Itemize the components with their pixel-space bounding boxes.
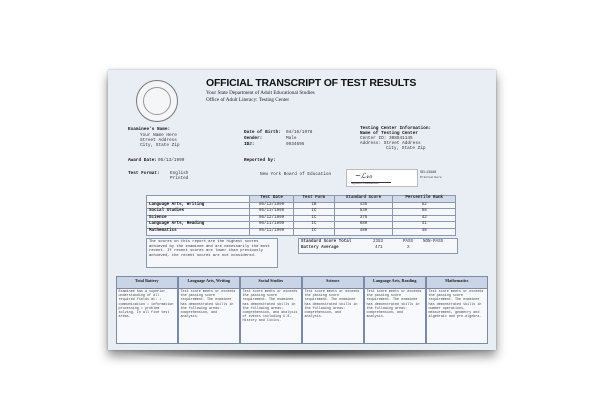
row-rank: 42 bbox=[393, 215, 456, 222]
office-line: Office of Adult Literacy: Testing Center bbox=[206, 97, 290, 103]
standard-total-label: Standard Score Total bbox=[301, 240, 352, 244]
row-subject: Language Arts, Writing bbox=[147, 202, 250, 209]
description-column bbox=[302, 276, 365, 344]
signature-box bbox=[346, 169, 418, 187]
table-header-rank: Percentile Rank bbox=[393, 196, 456, 203]
gender-label: Gender: bbox=[244, 136, 263, 141]
description-title: Total Battery bbox=[117, 277, 178, 289]
reported-value: New York Board of Education bbox=[260, 172, 332, 177]
row-score: 480 bbox=[334, 228, 393, 235]
battery-average-value: 471 bbox=[375, 246, 383, 250]
description-title: Social Studies bbox=[241, 277, 302, 289]
examinee-city: City, State Zip bbox=[140, 143, 180, 148]
row-score: 435 bbox=[334, 202, 393, 209]
row-rank: 48 bbox=[393, 228, 456, 235]
row-score: 680 bbox=[334, 222, 393, 229]
row-score: 375 bbox=[334, 215, 393, 222]
official-seal-icon bbox=[136, 80, 178, 122]
row-subject: Mathematics bbox=[147, 228, 250, 235]
examinee-street: Street Address bbox=[140, 138, 177, 143]
format-printed: Printed bbox=[170, 176, 189, 181]
description-column bbox=[426, 276, 489, 344]
signature-icon: ~ℒ𝓇ℴ bbox=[355, 172, 373, 180]
table-row bbox=[147, 202, 456, 209]
description-column bbox=[178, 276, 241, 344]
pass-label: PASS bbox=[403, 240, 414, 244]
description-body: Test score meets or exceeds the passing score requirement. The examinee has demonstrated skills in number operations, measurement, geometry and algebraic and pre-algebra. bbox=[428, 290, 484, 320]
examinee-name: Your Name Here bbox=[140, 133, 177, 138]
description-title: Language Arts, Writing bbox=[179, 277, 240, 289]
scores-table bbox=[146, 195, 456, 236]
testing-center-label: Testing Center Information: bbox=[360, 126, 432, 131]
row-form: IB bbox=[294, 202, 334, 209]
row-subject: Language Arts, Reading bbox=[147, 222, 250, 229]
row-form: IC bbox=[294, 209, 334, 216]
nonpass-label: NON-PASS bbox=[423, 240, 444, 244]
description-column bbox=[116, 276, 179, 344]
table-header-subject bbox=[147, 196, 250, 203]
document-title: OFFICIAL TRANSCRIPT OF TEST RESULTS bbox=[206, 77, 417, 89]
row-rank: 68 bbox=[393, 209, 456, 216]
transcript-document bbox=[108, 70, 496, 350]
row-form: IC bbox=[294, 215, 334, 222]
row-date: 05/12/1999 bbox=[250, 215, 294, 222]
award-label: Award Date: bbox=[128, 158, 157, 163]
testing-center-name: Name of Testing Center bbox=[360, 131, 418, 136]
description-title: Language Arts, Reading bbox=[365, 277, 426, 289]
award-date: 05/13/1999 bbox=[158, 158, 185, 163]
id-value: 9934695 bbox=[286, 142, 305, 147]
row-form: IC bbox=[294, 222, 334, 229]
row-subject: Science bbox=[147, 215, 250, 222]
table-row bbox=[147, 222, 456, 229]
row-form: IC bbox=[294, 228, 334, 235]
description-column bbox=[364, 276, 427, 344]
pass-mark: X bbox=[407, 246, 410, 250]
row-date: 05/13/1999 bbox=[250, 202, 294, 209]
row-date: 05/11/1999 bbox=[250, 228, 294, 235]
table-header-date: Test Date bbox=[250, 196, 294, 203]
table-header-form: Test Form bbox=[294, 196, 334, 203]
row-subject: Social Studies bbox=[147, 209, 250, 216]
description-title: Mathematics bbox=[427, 277, 488, 289]
row-rank: 41 bbox=[393, 222, 456, 229]
standard-total-value: 2353 bbox=[373, 240, 384, 244]
battery-average-label: Battery Average bbox=[301, 246, 339, 250]
table-row bbox=[147, 228, 456, 235]
gender-value: Male bbox=[286, 136, 297, 141]
table-header-row bbox=[147, 196, 456, 203]
testing-center-city: City, State Zip bbox=[386, 146, 426, 151]
description-body: Examinee has a superior understanding of all required fields at: • communication • information processing • problem solving. In all five test areas. bbox=[118, 290, 174, 320]
reported-label: Reported by: bbox=[244, 158, 276, 163]
row-date: 05/11/1999 bbox=[250, 222, 294, 229]
description-body: Test score meets or exceeds the passing score requirement. The examinee has demonstrated skills in the following areas: comprehension, and analysis. bbox=[180, 290, 236, 320]
testing-center-address: Address: Street Address bbox=[360, 141, 421, 146]
description-body: Test score meets or exceeds the passing score requirement. The examinee has demonstrated skills in the following areas: comprehension, and analysis of events including U.S. History and Civics. bbox=[242, 290, 298, 324]
description-body: Test score meets or exceeds the passing score requirement. The examinee has demonstrated skills in the following areas: comprehension, and analysis. bbox=[366, 290, 422, 320]
dob-label: Date of Birth: bbox=[244, 130, 281, 135]
format-language: English bbox=[170, 171, 189, 176]
table-row bbox=[147, 215, 456, 222]
row-rank: 52 bbox=[393, 202, 456, 209]
description-body: Test score meets or exceeds the passing score requirement. The examinee has demonstrated skills in the following areas: comprehension, and analysis. bbox=[304, 290, 360, 320]
description-column bbox=[240, 276, 303, 344]
examinee-label: Examinee's Name: bbox=[128, 127, 171, 132]
table-row bbox=[147, 209, 456, 216]
row-date: 05/13/1999 bbox=[250, 209, 294, 216]
table-header-score: Standard Score bbox=[334, 196, 393, 203]
score-note: The scores on this report are the highest scores achieved by the examinee and are necessarily the most recent. If recent scores are lower than previously achieved, the recent scores are not considered. bbox=[146, 238, 278, 268]
row-score: 539 bbox=[334, 209, 393, 216]
stamp-printed: Printed Here bbox=[420, 176, 442, 179]
id-label: ID#: bbox=[244, 142, 255, 147]
score-descriptions bbox=[116, 276, 488, 344]
totals-box bbox=[298, 238, 458, 254]
stamp-code: SEL13988 bbox=[420, 171, 437, 175]
testing-center-id: Center ID: 308541145 bbox=[360, 136, 413, 141]
description-title: Science bbox=[303, 277, 364, 289]
dob-value: 04/16/1978 bbox=[286, 130, 313, 135]
department-line: Your State Department of Adult Educational Studies bbox=[206, 90, 315, 96]
signature-caption: Signature of Administrator bbox=[351, 182, 379, 185]
format-label: Test Format: bbox=[128, 171, 160, 176]
